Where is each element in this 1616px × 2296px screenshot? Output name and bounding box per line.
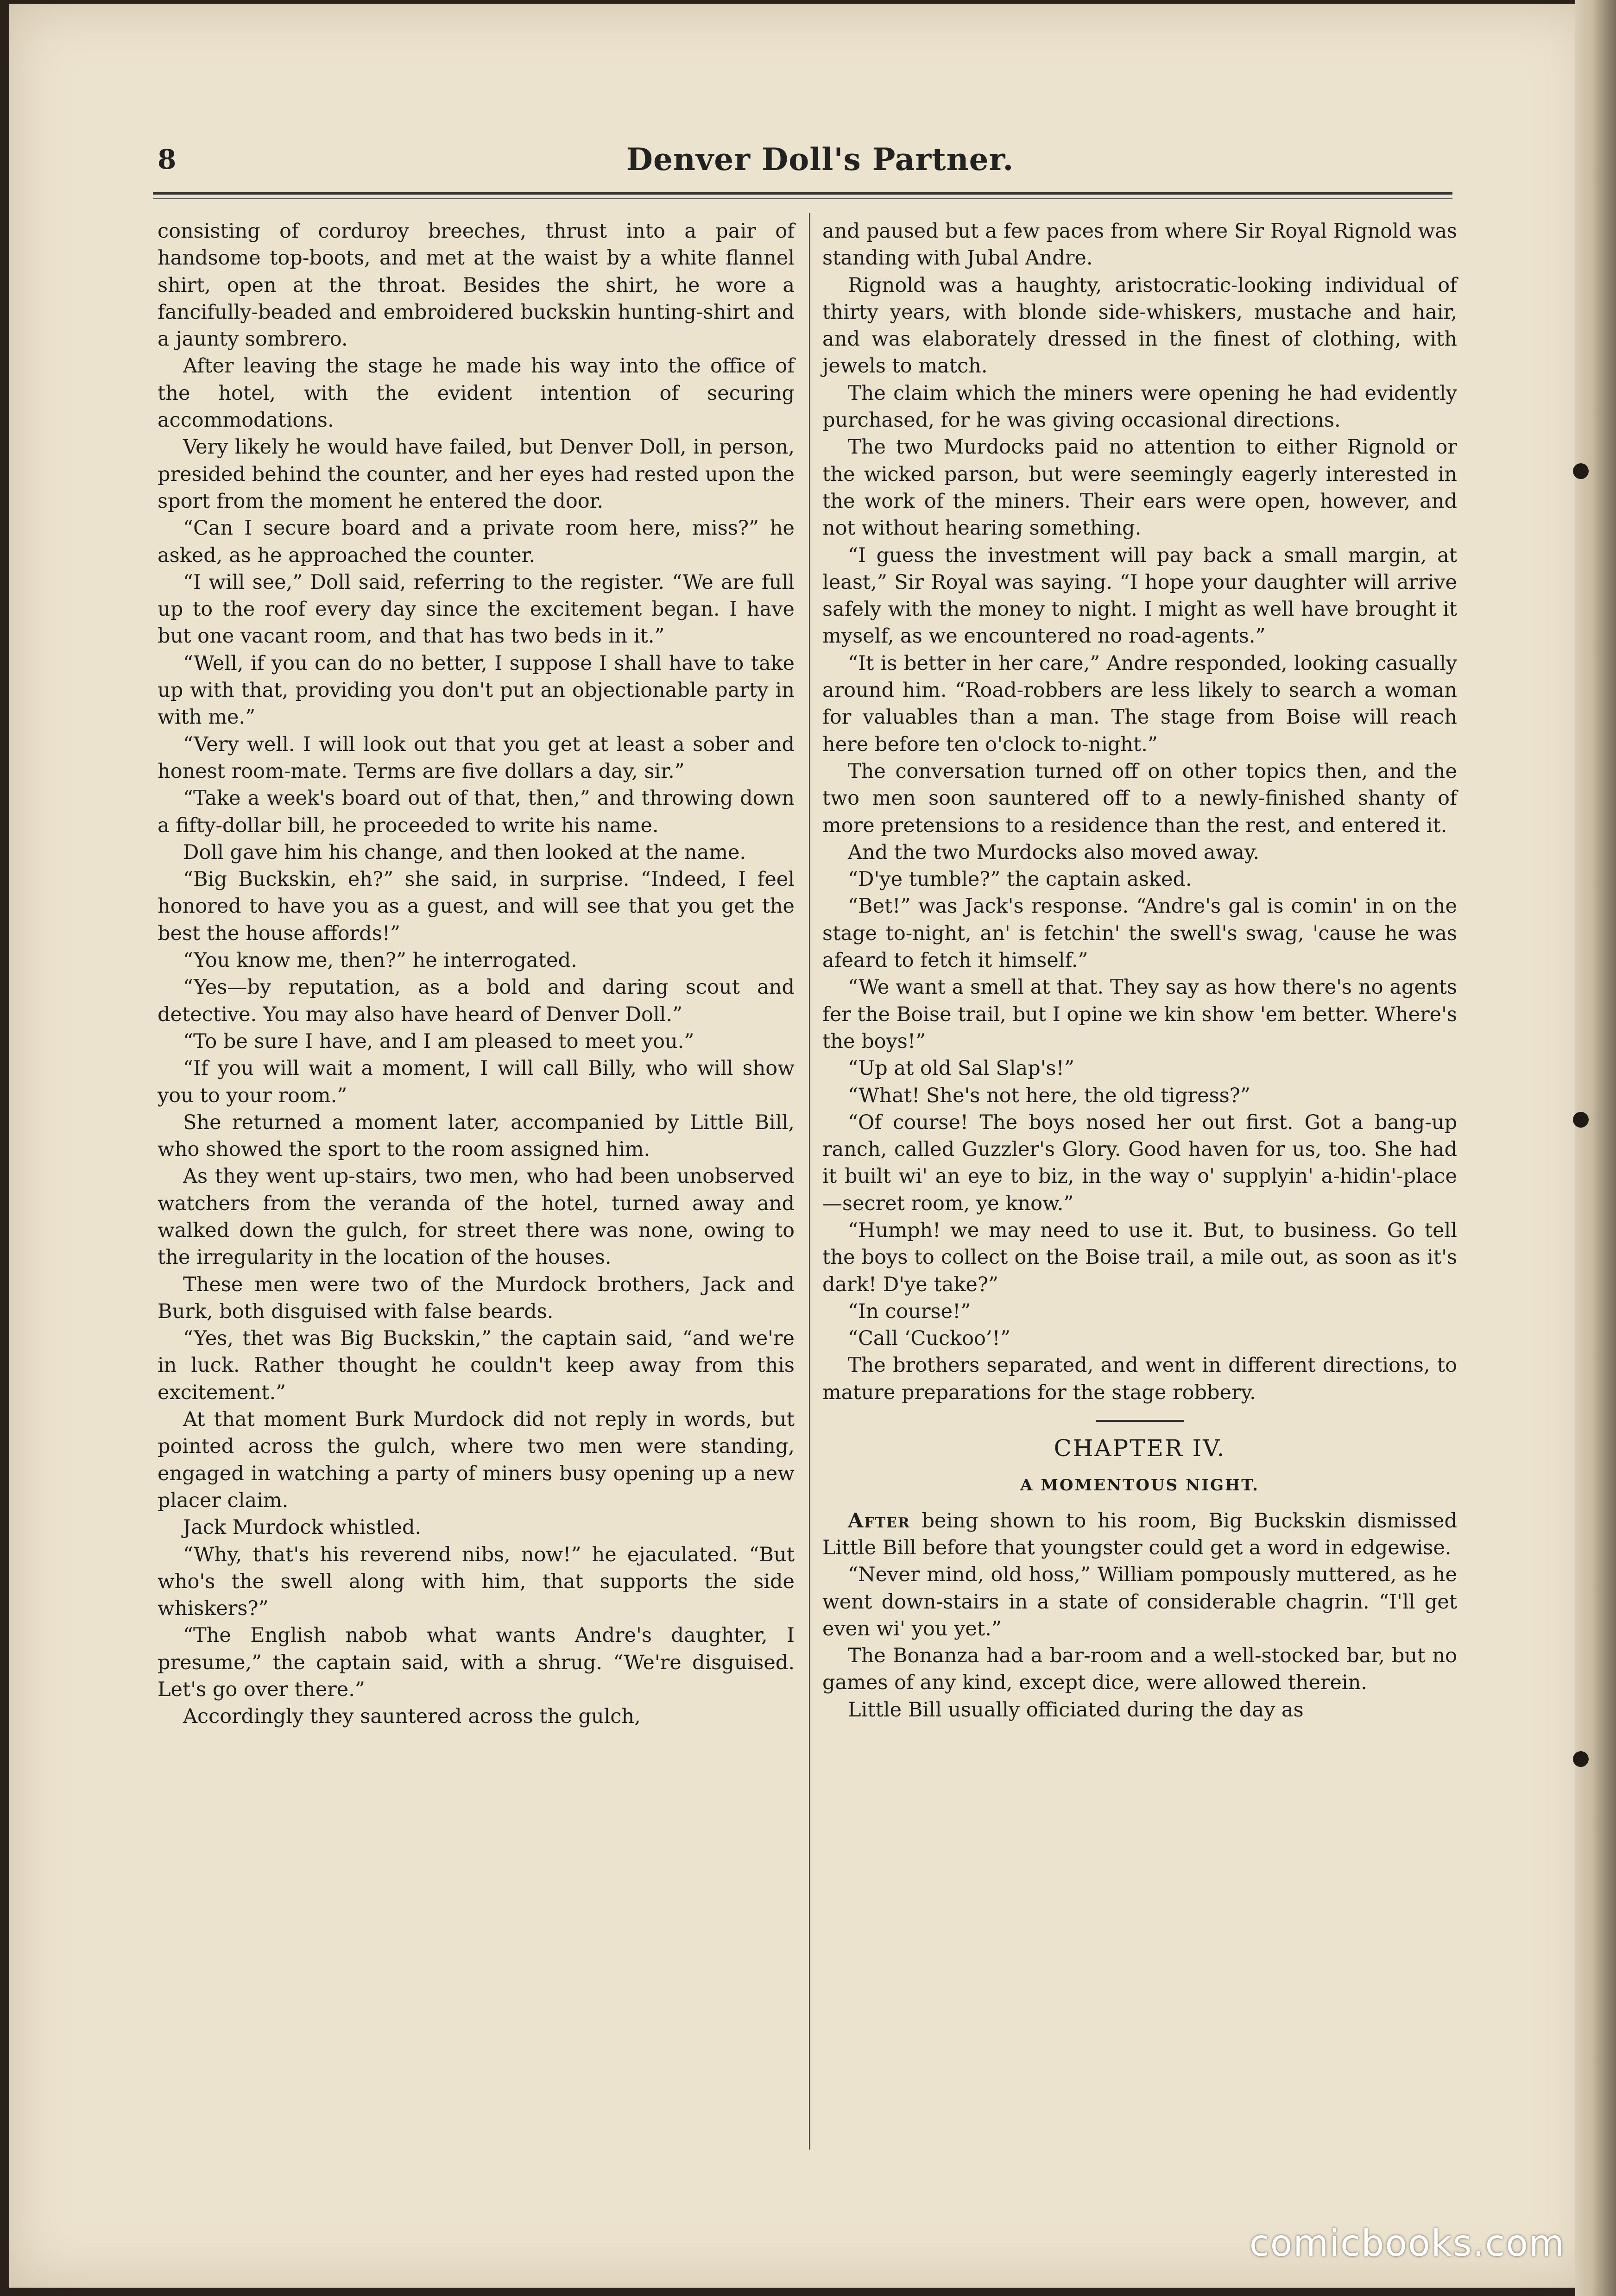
chapter-divider-rule xyxy=(1096,1420,1184,1422)
paragraph: “I will see,” Doll said, referring to the register. “We are full up to the roof every day since the excitement began. I have but one vacant room, and that has two beds in it.” xyxy=(158,570,795,648)
chapter-subtitle: A MOMENTOUS NIGHT. xyxy=(1020,1476,1259,1495)
paragraph: And the two Murdocks also moved away. xyxy=(848,840,1260,864)
paragraph: “You know me, then?” he interrogated. xyxy=(183,949,577,972)
paragraph: The two Murdocks paid no attention to either Rignold or the wicked parson, but were seemingly eagerly interested in the work of the miners. Their ears were open, however, and not without hearing something. xyxy=(822,435,1457,540)
paragraph: She returned a moment later, accompanied by Little Bill, who showed the sport to the room assigned him. xyxy=(158,1110,795,1161)
paragraph: The Bonanza had a bar-room and a well-stocked bar, but no games of any kind, except dice, were allowed therein. xyxy=(822,1644,1457,1695)
paragraph: and paused but a few paces from where Sir Royal Rignold was standing with Jubal Andre. xyxy=(822,220,1457,270)
watermark-text: comicbooks.com xyxy=(1249,2223,1565,2264)
paragraph: “Well, if you can do no better, I suppose I shall have to take up with that, providing you don't put an objectionable party in with me.” xyxy=(158,651,795,729)
paragraph: The brothers separated, and went in different directions, to mature preparations for the stage robbery. xyxy=(822,1354,1457,1404)
paragraph: “Can I secure board and a private room here, miss?” he asked, as he approached the counter. xyxy=(158,517,795,567)
paragraph: “Yes, thet was Big Buckskin,” the captain said, “and we're in luck. Rather thought he couldn't keep away from this excitement.” xyxy=(158,1327,795,1404)
binding-thread-mark xyxy=(1573,463,1589,479)
paragraph: “Up at old Sal Slap's!” xyxy=(848,1057,1074,1080)
chapter-first-paragraph xyxy=(822,1508,1457,1562)
running-head-title: Denver Doll's Partner. xyxy=(626,141,1014,177)
chapter-first-paragraph-text: being shown to his room, Big Buckskin dismissed Little Bill before that youngster could get a word in edgewise. xyxy=(822,1509,1457,1559)
paragraph: “If you will wait a moment, I will call Billy, who will show you to your room.” xyxy=(158,1057,795,1107)
paragraph: “Call ‘Cuckoo’!” xyxy=(848,1327,1010,1350)
chapter-lead-word: After xyxy=(848,1509,910,1533)
paragraph: “It is better in her care,” Andre responded, looking casually around him. “Road-robbers are less likely to search a woman for valuables than a man. The stage from Boise will reach here before ten o'clock to-night.” xyxy=(822,651,1457,756)
right-column-text-continued xyxy=(822,1561,1457,1723)
paragraph: As they went up-stairs, two men, who had been unobserved watchers from the veranda of the hotel, turned away and walked down the gulch, for street there was none, owing to the irregularity in the location of the houses. xyxy=(158,1165,795,1269)
paragraph: “What! She's not here, the old tigress?” xyxy=(848,1084,1250,1107)
left-column xyxy=(158,218,795,1730)
paragraph: Accordingly they sauntered across the gulch, xyxy=(183,1705,641,1728)
paragraph: Jack Murdock whistled. xyxy=(183,1516,422,1539)
binding-thread-mark xyxy=(1573,1751,1589,1767)
paragraph: “I guess the investment will pay back a small margin, at least,” Sir Royal was saying. “I hope your daughter will arrive safely with the money to night. I might as well have brought it myself, as we encountered no road-agents.” xyxy=(822,543,1457,648)
paragraph: “To be sure I have, and I am pleased to meet you.” xyxy=(183,1029,694,1053)
paragraph: “Bet!” was Jack's response. “Andre's gal is comin' in on the stage to-night, an' is fetchin' the swell's swag, 'cause he was afeard to fetch it himself.” xyxy=(822,895,1457,972)
paragraph: The claim which the miners were opening he had evidently purchased, for he was giving occasional directions. xyxy=(822,381,1457,432)
paragraph: At that moment Burk Murdock did not reply in words, but pointed across the gulch, where two men were standing, engaged in watching a party of miners busy opening up a new placer claim. xyxy=(158,1408,795,1512)
paragraph: Little Bill usually officiated during the day as xyxy=(848,1698,1304,1722)
paragraph: “Humph! we may need to use it. But, to business. Go tell the boys to collect on the Boise trail, a mile out, as soon as it's dark! D'ye take?” xyxy=(822,1218,1457,1296)
paragraph: “Yes—by reputation, as a bold and daring scout and detective. You may also have heard of Denver Doll.” xyxy=(158,976,795,1026)
paragraph: “Very well. I will look out that you get at least a sober and honest room-mate. Terms are five dollars a day, sir.” xyxy=(158,732,795,783)
paragraph: consisting of corduroy breeches, thrust into a pair of handsome top-boots, and met at the waist by a white flannel shirt, open at the throat. Besides the shirt, he wore a fancifully-beaded and embroidered buckskin hunting-shirt and a jaunty sombrero. xyxy=(158,220,795,351)
paragraph: Doll gave him his change, and then looked at the name. xyxy=(183,840,746,864)
paragraph: “D'ye tumble?” the captain asked. xyxy=(848,868,1192,891)
paragraph: “Why, that's his reverend nibs, now!” he ejaculated. “But who's the swell along with him, that supports the side whiskers?” xyxy=(158,1543,795,1621)
paragraph: “Big Buckskin, eh?” she said, in surprise. “Indeed, I feel honored to have you as a guest, and will see that you get the best the house affords!” xyxy=(158,868,795,945)
paragraph: These men were two of the Murdock brothers, Jack and Burk, both disguised with false beards. xyxy=(158,1273,795,1323)
right-column-text xyxy=(822,218,1457,1406)
page-spine xyxy=(1575,0,1616,2296)
paragraph: After leaving the stage he made his way into the office of the hotel, with the evident intention of securing accommodations. xyxy=(158,354,795,432)
paragraph: “Never mind, old hoss,” William pompously muttered, as he went down-stairs in a state of considerable chagrin. “I'll get even wi' you yet.” xyxy=(822,1563,1457,1640)
chapter-heading: CHAPTER IV. xyxy=(1054,1435,1226,1462)
paragraph: “Of course! The boys nosed her out first. Got a bang-up ranch, called Guzzler's Glory. Good haven for us, too. She had it built wi' an eye to biz, in the way o' supplyin' a-hidin'-place —secret room, ye know.” xyxy=(822,1110,1457,1215)
paragraph: Rignold was a haughty, aristocratic-looking individual of thirty years, with blonde side-whiskers, mustache and hair, and was elaborately dressed in the finest of clothing, with jewels to match. xyxy=(822,273,1457,378)
right-column xyxy=(822,218,1457,1723)
paragraph: The conversation turned off on other topics then, and the two men soon sauntered off to a newly-finished shanty of more pretensions to a residence than the rest, and entered it. xyxy=(822,759,1457,837)
paragraph: “The English nabob what wants Andre's daughter, I presume,” the captain said, with a shrug. “We're disguised. Let's go over there.” xyxy=(158,1624,795,1702)
binding-thread-mark xyxy=(1573,1112,1589,1128)
paragraph: “We want a smell at that. They say as how there's no agents fer the Boise trail, but I opine we kin show 'em better. Where's the boys!” xyxy=(822,976,1457,1053)
header-rule xyxy=(153,192,1452,195)
paragraph: “Take a week's board out of that, then,” and throwing down a fifty-dollar bill, he proceeded to write his name. xyxy=(158,787,795,837)
page-number: 8 xyxy=(158,144,177,175)
header-rule-thin xyxy=(153,198,1452,199)
paragraph: Very likely he would have failed, but Denver Doll, in person, presided behind the counter, and her eyes had rested upon the sport from the moment he entered the door. xyxy=(158,435,795,513)
paragraph: “In course!” xyxy=(848,1299,971,1323)
column-divider xyxy=(809,213,810,2150)
